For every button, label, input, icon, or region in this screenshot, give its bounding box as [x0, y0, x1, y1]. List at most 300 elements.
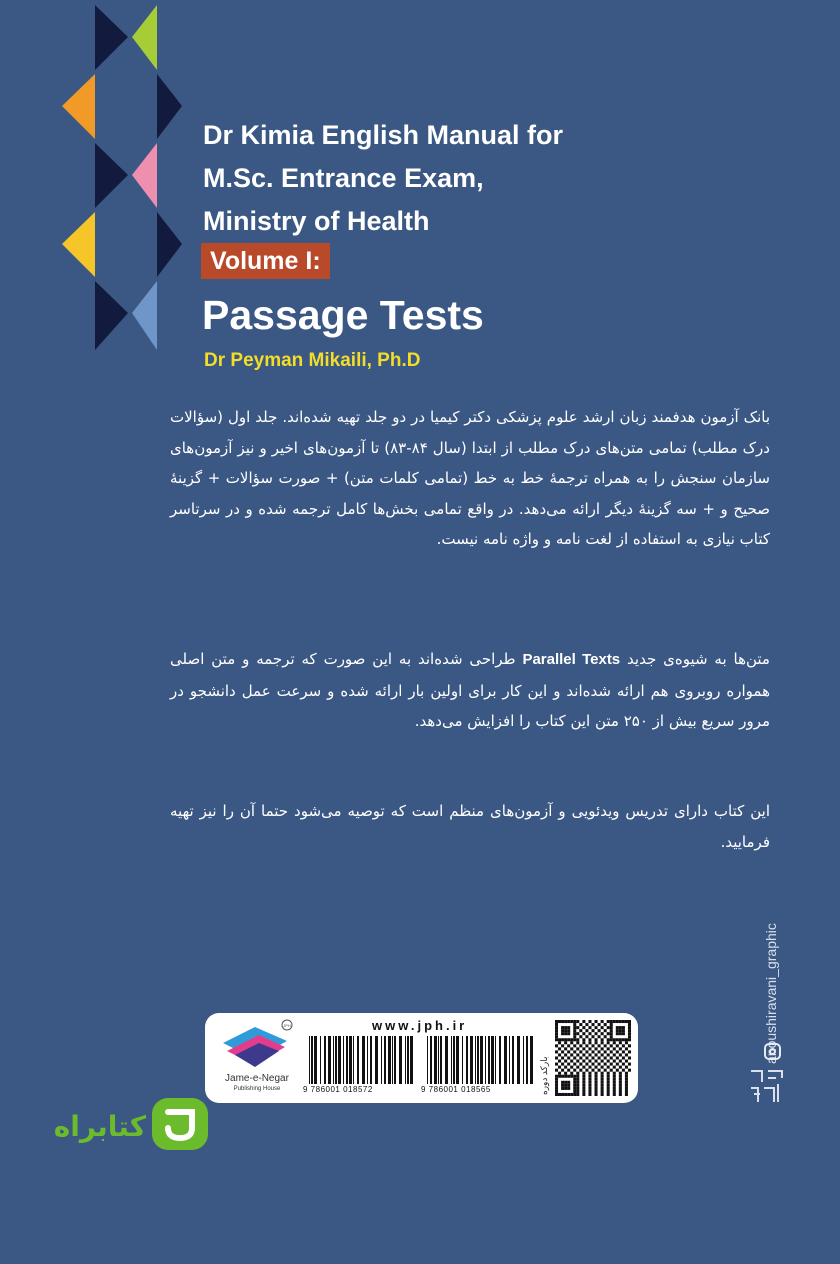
qr-module	[604, 1056, 607, 1059]
barcode-bar	[333, 1036, 334, 1084]
qr-module	[619, 1020, 622, 1023]
qr-module	[610, 1044, 613, 1047]
qr-module	[588, 1053, 591, 1056]
qr-module	[595, 1072, 598, 1075]
qr-module	[588, 1047, 591, 1050]
barcode-bar	[392, 1036, 393, 1084]
qr-module	[570, 1093, 573, 1096]
qr-module	[576, 1078, 579, 1081]
decorative-diamond-pattern	[0, 0, 190, 360]
qr-module	[555, 1081, 558, 1084]
qr-module	[588, 1066, 591, 1069]
qr-module	[619, 1032, 622, 1035]
qr-module	[619, 1072, 622, 1075]
publisher-name: Jame-e-Negar	[225, 1073, 289, 1084]
qr-module	[628, 1044, 631, 1047]
qr-module	[613, 1087, 616, 1090]
qr-module	[564, 1032, 567, 1035]
qr-module	[576, 1066, 579, 1069]
qr-module	[564, 1060, 567, 1063]
qr-module	[561, 1029, 564, 1032]
qr-module	[588, 1078, 591, 1081]
qr-module	[573, 1035, 576, 1038]
author-name: Dr Peyman Mikaili, Ph.D	[204, 350, 421, 371]
qr-module	[595, 1032, 598, 1035]
qr-module	[622, 1056, 625, 1059]
qr-module	[613, 1072, 616, 1075]
qr-module	[564, 1020, 567, 1023]
qr-module	[595, 1038, 598, 1041]
qr-module	[567, 1038, 570, 1041]
barcode-bar	[480, 1036, 483, 1084]
barcode-bar	[343, 1036, 344, 1084]
qr-module	[619, 1060, 622, 1063]
qr-module	[601, 1084, 604, 1087]
qr-module	[591, 1063, 594, 1066]
qr-module	[613, 1075, 616, 1078]
qr-module	[576, 1026, 579, 1029]
qr-module	[558, 1020, 561, 1023]
qr-module	[613, 1078, 616, 1081]
qr-module	[601, 1038, 604, 1041]
qr-module	[601, 1072, 604, 1075]
qr-module	[601, 1026, 604, 1029]
qr-module	[616, 1020, 619, 1023]
qr-module	[601, 1041, 604, 1044]
qr-module	[555, 1093, 558, 1096]
qr-module	[564, 1072, 567, 1075]
qr-module	[601, 1020, 604, 1023]
qr-module	[564, 1053, 567, 1056]
qr-module	[588, 1060, 591, 1063]
qr-module	[561, 1081, 564, 1084]
qr-module	[595, 1078, 598, 1081]
qr-module	[564, 1026, 567, 1029]
barcode-bar	[440, 1036, 442, 1084]
qr-module	[567, 1093, 570, 1096]
qr-module	[561, 1056, 564, 1059]
qr-module	[601, 1087, 604, 1090]
qr-module	[591, 1069, 594, 1072]
qr-module	[595, 1081, 598, 1084]
qr-module	[595, 1041, 598, 1044]
qr-module	[625, 1078, 628, 1081]
qr-module	[604, 1050, 607, 1053]
barcode-bar	[462, 1036, 463, 1084]
qr-module	[613, 1084, 616, 1087]
qr-module	[588, 1032, 591, 1035]
qr-module	[561, 1069, 564, 1072]
qr-module	[579, 1029, 582, 1032]
qr-module	[610, 1032, 613, 1035]
isbn-1: 9 786001 018572	[303, 1085, 373, 1094]
barcode-bar	[384, 1036, 386, 1084]
qr-module	[573, 1093, 576, 1096]
barcode-bar	[466, 1036, 468, 1084]
qr-module	[564, 1041, 567, 1044]
qr-module	[625, 1084, 628, 1087]
qr-module	[573, 1029, 576, 1032]
barcode-bar	[430, 1036, 432, 1084]
qr-module	[601, 1066, 604, 1069]
qr-module	[570, 1072, 573, 1075]
qr-module	[588, 1041, 591, 1044]
qr-module	[579, 1069, 582, 1072]
qr-module	[628, 1069, 631, 1072]
barcode-bar	[438, 1036, 439, 1084]
barcode-bar	[370, 1036, 372, 1084]
barcode-bar	[410, 1036, 413, 1084]
qr-module	[573, 1069, 576, 1072]
qr-module	[555, 1023, 558, 1026]
qr-module	[607, 1053, 610, 1056]
barcode-bar	[353, 1036, 354, 1084]
barcode-bar	[526, 1036, 528, 1084]
paragraph-2-end: طراحی شده‌اند به این صورت که ترجمه و متن اصلی همواره روبروی هم ارائه شده‌اند و این کار برای اولین بار ارائه شده و سرعت عمل دانشجو در مرور سریع بیش از ۲۵۰ متن این کتاب را افزایش می‌دهد.	[170, 650, 770, 730]
barcode-bar	[451, 1036, 452, 1084]
qr-module	[607, 1084, 610, 1087]
qr-module	[582, 1066, 585, 1069]
qr-module	[555, 1050, 558, 1053]
qr-module	[622, 1032, 625, 1035]
qr-module	[582, 1041, 585, 1044]
qr-module	[555, 1090, 558, 1093]
qr-module	[604, 1044, 607, 1047]
qr-module	[582, 1081, 585, 1084]
qr-module	[610, 1050, 613, 1053]
qr-module	[601, 1093, 604, 1096]
barcode-bar	[488, 1036, 490, 1084]
isbn-2: 9 786001 018565	[421, 1085, 491, 1094]
qr-module	[570, 1038, 573, 1041]
qr-module	[570, 1020, 573, 1023]
qr-module	[573, 1020, 576, 1023]
qr-module	[579, 1056, 582, 1059]
qr-module	[561, 1093, 564, 1096]
qr-module	[570, 1041, 573, 1044]
qr-module	[601, 1078, 604, 1081]
barcode-bar	[346, 1036, 348, 1084]
qr-module	[616, 1044, 619, 1047]
qr-module	[561, 1038, 564, 1041]
title-line-1: Dr Kimia English Manual for	[203, 120, 564, 150]
barcode-bar	[530, 1036, 533, 1084]
qr-module	[628, 1032, 631, 1035]
qr-module	[555, 1035, 558, 1038]
qr-module	[573, 1056, 576, 1059]
qr-module	[610, 1038, 613, 1041]
barcode-2	[425, 1036, 537, 1084]
qr-module	[555, 1029, 558, 1032]
qr-module	[573, 1023, 576, 1026]
qr-module	[588, 1084, 591, 1087]
qr-label: بارکد دوره	[539, 1056, 549, 1095]
barcode-bar	[405, 1036, 406, 1084]
qr-module	[582, 1060, 585, 1063]
qr-module	[619, 1090, 622, 1093]
qr-module	[555, 1069, 558, 1072]
qr-module	[564, 1087, 567, 1090]
qr-module	[588, 1087, 591, 1090]
qr-module	[576, 1032, 579, 1035]
qr-module	[561, 1026, 564, 1029]
qr-module	[628, 1056, 631, 1059]
barcode-bar	[362, 1036, 365, 1084]
qr-module	[628, 1020, 631, 1023]
qr-module	[561, 1084, 564, 1087]
qr-module	[622, 1038, 625, 1041]
qr-module	[607, 1072, 610, 1075]
qr-module	[607, 1038, 610, 1041]
qr-module	[564, 1081, 567, 1084]
qr-module	[561, 1063, 564, 1066]
qr-module	[595, 1047, 598, 1050]
qr-module	[585, 1044, 588, 1047]
qr-module	[576, 1053, 579, 1056]
qr-module	[588, 1072, 591, 1075]
qr-module	[625, 1047, 628, 1050]
qr-module	[591, 1035, 594, 1038]
barcode-bar	[499, 1036, 501, 1084]
qr-module	[622, 1050, 625, 1053]
qr-module	[607, 1026, 610, 1029]
qr-module	[595, 1084, 598, 1087]
qr-module	[579, 1023, 582, 1026]
qr-module	[588, 1038, 591, 1041]
qr-module	[564, 1093, 567, 1096]
qr-module	[607, 1078, 610, 1081]
qr-module	[579, 1063, 582, 1066]
qr-module	[595, 1075, 598, 1078]
qr-module	[616, 1069, 619, 1072]
qr-module	[588, 1075, 591, 1078]
qr-module	[570, 1060, 573, 1063]
barcode-bar	[434, 1036, 437, 1084]
qr-module	[619, 1087, 622, 1090]
qr-module	[573, 1090, 576, 1093]
qr-module	[561, 1020, 564, 1023]
qr-module	[628, 1029, 631, 1032]
title-line-3: Ministry of Health	[203, 206, 430, 236]
barcode-bar	[375, 1036, 378, 1084]
qr-module	[613, 1066, 616, 1069]
qr-module	[570, 1053, 573, 1056]
barcode-bar	[470, 1036, 473, 1084]
barcode-bar	[349, 1036, 352, 1084]
qr-module	[588, 1093, 591, 1096]
qr-module	[558, 1060, 561, 1063]
barcode-bar	[388, 1036, 391, 1084]
qr-module	[625, 1090, 628, 1093]
qr-module	[595, 1020, 598, 1023]
qr-module	[625, 1087, 628, 1090]
qr-module	[625, 1081, 628, 1084]
qr-module	[567, 1063, 570, 1066]
qr-module	[607, 1066, 610, 1069]
qr-module	[588, 1090, 591, 1093]
barcode-bar	[324, 1036, 326, 1084]
qr-module	[588, 1020, 591, 1023]
qr-module	[558, 1038, 561, 1041]
qr-module	[579, 1050, 582, 1053]
qr-module	[576, 1047, 579, 1050]
barcode-bar	[309, 1036, 310, 1084]
qr-module	[625, 1075, 628, 1078]
qr-module	[613, 1047, 616, 1050]
qr-module	[567, 1084, 570, 1087]
barcode-bar	[475, 1036, 476, 1084]
qr-module	[625, 1053, 628, 1056]
qr-module	[558, 1053, 561, 1056]
book-subtitle: Passage Tests	[202, 292, 484, 338]
qr-module	[598, 1050, 601, 1053]
qr-module	[555, 1087, 558, 1090]
qr-module	[576, 1038, 579, 1041]
qr-module	[607, 1047, 610, 1050]
qr-module	[570, 1047, 573, 1050]
qr-module	[567, 1081, 570, 1084]
qr-module	[567, 1056, 570, 1059]
qr-module	[573, 1032, 576, 1035]
paragraph-2-start: متن‌ها به شیوه‌ی جدید	[627, 650, 770, 668]
qr-module	[576, 1090, 579, 1093]
qr-module	[573, 1078, 576, 1081]
qr-module	[570, 1075, 573, 1078]
qr-module	[601, 1081, 604, 1084]
barcode-bar	[407, 1036, 409, 1084]
qr-module	[619, 1084, 622, 1087]
qr-module	[595, 1026, 598, 1029]
store-logo-text: کتابراه	[53, 1110, 146, 1143]
qr-module	[598, 1063, 601, 1066]
qr-module	[564, 1066, 567, 1069]
qr-module	[582, 1090, 585, 1093]
barcode-bar	[477, 1036, 479, 1084]
qr-module	[616, 1029, 619, 1032]
qr-module	[555, 1038, 558, 1041]
qr-module	[604, 1069, 607, 1072]
qr-module	[561, 1032, 564, 1035]
qr-module	[585, 1069, 588, 1072]
qr-module	[598, 1069, 601, 1072]
qr-module	[588, 1026, 591, 1029]
barcode-bar	[367, 1036, 368, 1084]
qr-module	[610, 1023, 613, 1026]
qr-module	[582, 1026, 585, 1029]
qr-module	[628, 1063, 631, 1066]
qr-module	[573, 1050, 576, 1053]
qr-module	[604, 1029, 607, 1032]
qr-module	[604, 1023, 607, 1026]
volume-badge: Volume I:	[201, 243, 330, 279]
qr-module	[628, 1035, 631, 1038]
barcode-bar	[512, 1036, 514, 1084]
qr-module	[567, 1029, 570, 1032]
qr-module	[622, 1029, 625, 1032]
qr-module	[555, 1020, 558, 1023]
parallel-texts-term: Parallel Texts	[522, 651, 621, 668]
qr-module	[576, 1075, 579, 1078]
qr-module	[567, 1087, 570, 1090]
qr-module	[567, 1069, 570, 1072]
qr-module	[622, 1020, 625, 1023]
qr-module	[564, 1029, 567, 1032]
publisher-logo-icon	[215, 1017, 295, 1075]
qr-module	[628, 1023, 631, 1026]
barcode-bar	[453, 1036, 455, 1084]
qr-module	[576, 1093, 579, 1096]
qr-module	[601, 1060, 604, 1063]
qr-module	[616, 1026, 619, 1029]
qr-module	[595, 1053, 598, 1056]
kitabrah-logo-icon	[42, 1094, 212, 1152]
qr-module	[613, 1090, 616, 1093]
qr-module	[598, 1029, 601, 1032]
qr-module	[579, 1035, 582, 1038]
barcode-bar	[394, 1036, 396, 1084]
qr-module	[591, 1056, 594, 1059]
qr-module	[622, 1026, 625, 1029]
qr-module	[582, 1032, 585, 1035]
qr-module	[628, 1038, 631, 1041]
barcode-bar	[504, 1036, 507, 1084]
qr-module	[610, 1063, 613, 1066]
qr-module	[625, 1066, 628, 1069]
qr-module	[567, 1044, 570, 1047]
qr-module	[598, 1056, 601, 1059]
description-paragraph-2	[170, 644, 770, 737]
qr-module	[564, 1084, 567, 1087]
qr-module	[576, 1020, 579, 1023]
qr-module	[558, 1072, 561, 1075]
qr-module	[582, 1038, 585, 1041]
qr-module	[598, 1023, 601, 1026]
qr-module	[582, 1047, 585, 1050]
qr-module	[601, 1090, 604, 1093]
qr-module	[610, 1020, 613, 1023]
instagram-icon	[764, 1043, 781, 1060]
qr-module	[625, 1020, 628, 1023]
barcode-bar	[491, 1036, 494, 1084]
qr-module	[616, 1050, 619, 1053]
qr-module	[582, 1093, 585, 1096]
qr-module	[582, 1075, 585, 1078]
qr-module	[619, 1026, 622, 1029]
qr-module	[607, 1041, 610, 1044]
qr-module	[628, 1026, 631, 1029]
qr-module	[613, 1053, 616, 1056]
qr-module	[573, 1075, 576, 1078]
qr-module	[567, 1050, 570, 1053]
qr-module	[610, 1029, 613, 1032]
qr-module	[573, 1044, 576, 1047]
qr-module	[585, 1023, 588, 1026]
qr-module	[616, 1032, 619, 1035]
barcode-1	[307, 1036, 419, 1084]
qr-module	[598, 1044, 601, 1047]
description-paragraph-3: این کتاب دارای تدریس ویدئویی و آزمون‌های منظم است که توصیه می‌شود حتما آن را نیز تهیه فرمایید.	[170, 802, 770, 851]
qr-module	[601, 1075, 604, 1078]
qr-module	[607, 1032, 610, 1035]
qr-module	[558, 1093, 561, 1096]
qr-module	[616, 1056, 619, 1059]
qr-module	[555, 1078, 558, 1081]
qr-module	[595, 1093, 598, 1096]
qr-module	[595, 1090, 598, 1093]
qr-module	[573, 1038, 576, 1041]
barcode-bar	[427, 1036, 428, 1084]
qr-module	[619, 1041, 622, 1044]
